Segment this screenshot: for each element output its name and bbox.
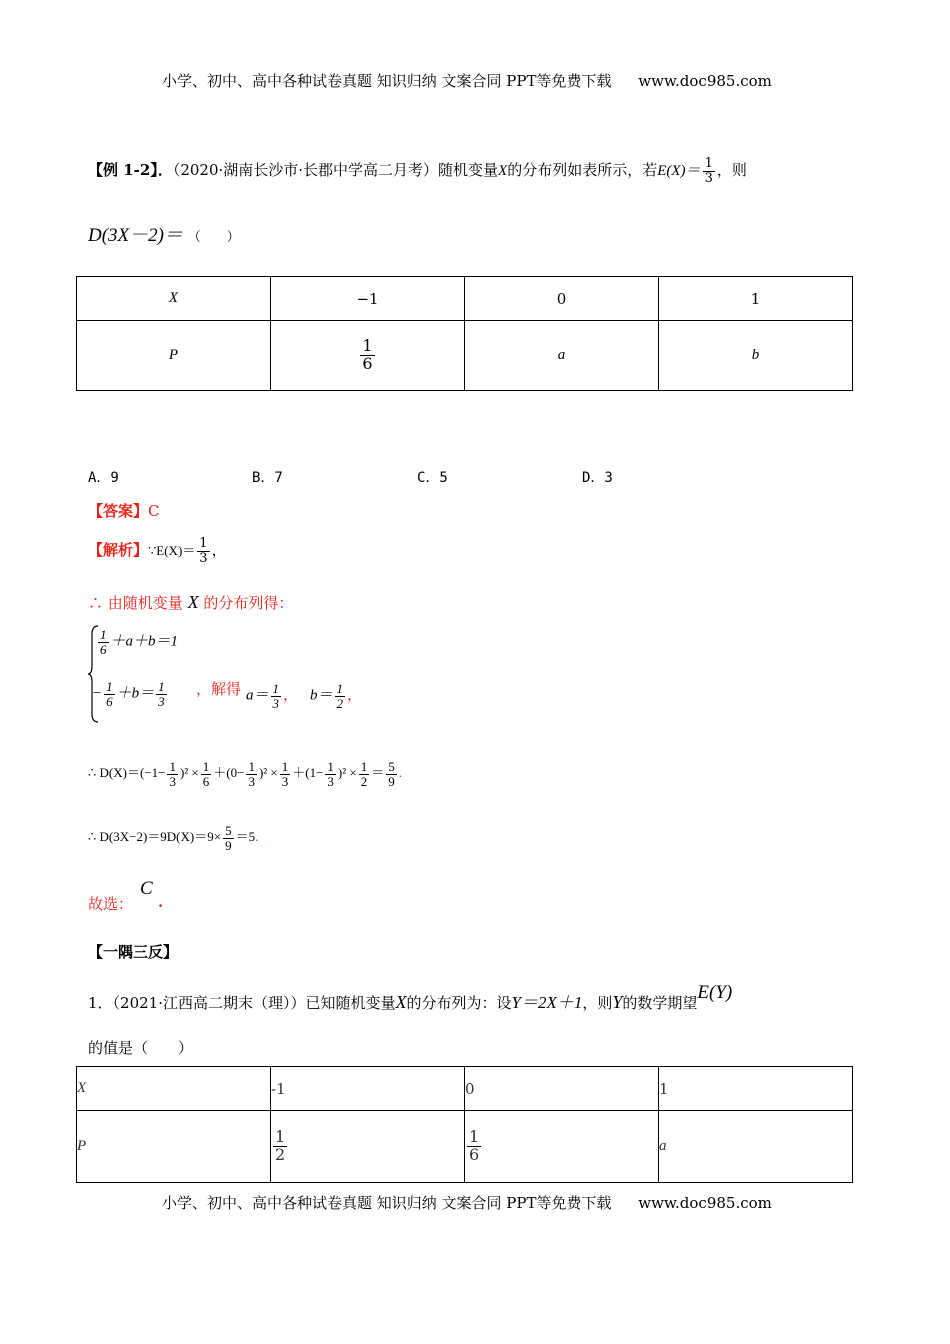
page-header [162,70,772,91]
example-label: 【例 1-2】． [88,161,173,180]
table2-cell-a: a [659,1111,853,1183]
therefore-text: 由随机变量 [107,594,183,612]
header-left-text: 小学、初中、高中各种试卷真题 知识归纳 文案合同 PPT等免费下载 [162,72,612,90]
table1-header-x: X [77,277,271,321]
therefore-tail: 的分布列得： [203,594,294,612]
footer-left-text: 小学、初中、高中各种试卷真题 知识归纳 文案合同 PPT等免费下载 [162,1194,612,1212]
example-cond-fraction: $\frac{1}{3}$ [704,156,713,186]
solution-tag: 【解析】 [88,541,149,560]
table1-header-neg1: −1 [271,277,465,321]
solution-fraction-1-3: $\frac{1}{3}$ [199,536,208,566]
table1-cell-b: b [659,321,853,391]
eq1-fraction: $\frac{1}{6}$ [100,627,107,657]
answer-tag: 【答案】 [88,502,149,520]
table2-row-p: P [77,1111,271,1183]
example-blank: （ ） [187,230,240,245]
option-b[interactable]: B．7 [252,470,283,486]
table2-header-x: X [77,1067,271,1111]
answer-line [88,500,160,521]
table1-cell-a: a [465,321,659,391]
table1-header-0: 0 [465,277,659,321]
table2-cell-p1: $\frac{1}{2}$ [271,1111,465,1183]
solution-therefore-line [88,592,293,613]
therefore-var: X [187,592,199,612]
table2-header-0: 0 [465,1067,659,1111]
equation-1 [96,628,178,656]
example-question-expr: D(3X－2)＝ [88,225,183,246]
example-tail: ，则 [716,161,747,180]
variance-line: ∴ D(X)＝(−1− $\frac{1}{3}$ )² × $\frac{1}{6}$ ＋(0− $\frac{1}{3}$ )² × $\frac{1}{3}$ ＋(1− $\frac{1}{3}$ )² × $\frac{1}{2}$ ＝ $\frac{5}{9}$ . [88,759,402,789]
example-var: X [498,163,508,180]
choose-value: C [140,878,153,899]
solution-comma: ， [211,541,227,560]
eq1-rest: ＋a＋b＝1 [110,633,179,650]
practice-heading: 【一隅三反】 [88,943,179,961]
option-c[interactable]: C．5 [417,470,448,486]
table2-cell-p2: $\frac{1}{6}$ [465,1111,659,1183]
equation-2 [92,680,169,708]
choose-text: 故选： [88,895,134,913]
variance-transform-line: ∴ D(3X−2)＝9D(X)＝9× $\frac{5}{9}$ ＝5. [88,823,259,853]
solution-a-value: a＝ $\frac{1}{3}$ ， [246,681,299,711]
practice-q1-line2: 的值是（ ） [88,1039,194,1057]
practice-q1-line1: 1．（2021·江西高二期末（理））已知随机变量X的分布列为：设Y＝2X＋1，则Y的数学期望E(Y) [88,982,733,1012]
choose-dot: . [158,893,164,911]
eq2-result-fraction: $\frac{1}{3}$ [158,679,165,709]
table1-header-1: 1 [659,277,853,321]
page-footer [162,1192,772,1213]
example-cond-lhs: E(X)＝ [657,163,701,180]
example-question-line2 [88,220,240,247]
footer-url[interactable]: www.doc985.com [638,1194,772,1212]
answer-value: C [148,502,160,520]
table1-row-p: P [77,321,271,391]
example-question-line1 [88,157,747,185]
option-d[interactable]: D．3 [582,470,613,486]
header-url[interactable]: www.doc985.com [638,72,772,90]
option-a[interactable]: A．9 [88,470,119,486]
table2-header-1: 1 [659,1067,853,1111]
eq2-minus: − [92,685,103,702]
eq2-fraction: $\frac{1}{6}$ [106,679,113,709]
eq2-rest: ＋b＝ [116,685,155,702]
table2-header-neg1: -1 [271,1067,465,1111]
table1-cell-p1: $\frac{1}{6}$ [271,321,465,391]
solution-b-value: b＝ $\frac{1}{2}$ ， [310,681,363,711]
therefore-symbol: ∴ [88,594,104,612]
solve-text: ，解得 [196,680,242,698]
example-mid: 的分布列如表所示，若 [507,161,658,180]
distribution-table-2 [76,1066,853,1183]
example-source: （2020·湖南长沙市·长郡中学高二月考）随机变量 [172,161,499,180]
solution-because: ∵E(X)＝ [148,543,196,559]
distribution-table-1 [76,276,853,391]
solution-line1 [88,537,227,565]
